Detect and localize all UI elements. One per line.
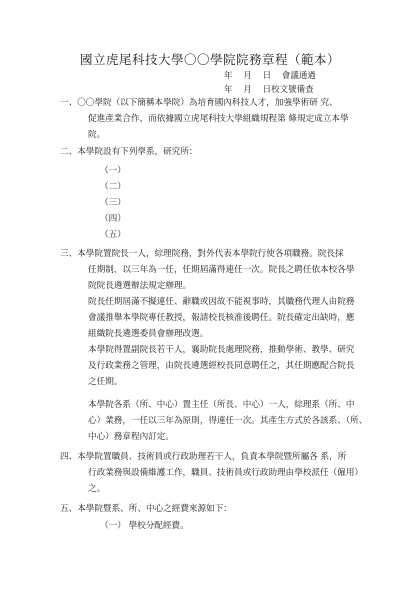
article-4-line-1: 四、本學院置職員、技術員或行政助理若干人，負責本學院暨所屬各 系，所 [60, 452, 347, 462]
article-5-heading: 五、本學院暨系、所、中心之經費來源如下： [60, 504, 232, 514]
article-3-para-3-line-3: 之任期。 [88, 377, 123, 387]
article-1-line-3: 院。 [88, 130, 106, 140]
article-3-line-2: 任期制，以三年為一任，任期屆滿得連任一次。院長之聘任依本校各學 [88, 265, 355, 275]
article-3-para-4-line-3: 中心）務章程內訂定。 [88, 432, 174, 442]
article-3-para-2-line-3: 組織院長遴選委員會辦理改選。 [88, 329, 209, 339]
article-1-line-1: 一、〇〇學院（以下簡稱本學院）為培育國內科技人才，加強學術研 究、 [60, 98, 338, 108]
approval-meeting-line: 年 月 日 會議通過 [224, 71, 316, 81]
department-item-1: （一） [100, 166, 126, 176]
article-3-para-2-line-1: 院長任期屆滿不擬連任、辭職或因故不能視事時，其職務代理人由院務 [88, 297, 355, 307]
department-item-2: （二） [100, 182, 126, 192]
article-3-para-3-line-1: 本學院得置副院長若干人，襄助院長處理院務，推動學術、教學、研究 [88, 345, 355, 355]
department-item-3: （三） [100, 198, 126, 208]
article-2-heading: 二、本學院設有下列學系，研究所： [60, 147, 198, 157]
article-4-line-2: 行政業務與設備維護工作，職員、技術員或行政助理由學校派任（僱用） [88, 468, 364, 478]
article-3-line-3: 院院長遴選辦法規定辦理。 [88, 281, 192, 291]
article-3-para-4-line-2: 心）業務，一任以三年為原則，得連任一次。其產生方式於各該系、（所、 [88, 416, 368, 426]
department-item-4: （四） [100, 214, 126, 224]
article-4-line-3: 之。 [88, 484, 106, 494]
department-item-5: （五） [100, 230, 126, 240]
article-3-para-2-line-2: 會議推舉本學院專任教授，報請校長核准後聘任。院長確定出缺時，應 [88, 313, 355, 323]
document-title: 國立虎尾科技大學〇〇學院院務章程（範本） [79, 52, 340, 67]
funding-item-1: （一） 學校分配經費。 [100, 521, 189, 531]
article-3-para-4-line-1: 本學院各系（所、中心）置主任（所長、中心）一人，綜理系（所、中 [88, 400, 355, 410]
approval-filing-line: 年 月 日校文號備查 [224, 85, 314, 95]
article-1-line-2: 促進產業合作，而依據國立虎尾科技大學組織規程第 條規定成立本學 [88, 114, 349, 124]
article-3-para-3-line-2: 及行政業務之管理，由院長遴選經校長同意聘任之，其任期應配合院長 [88, 361, 355, 371]
article-3-line-1: 三、本學院置院長一人，綜理院務，對外代表本學院行使各項職務。院長採 [60, 249, 344, 259]
